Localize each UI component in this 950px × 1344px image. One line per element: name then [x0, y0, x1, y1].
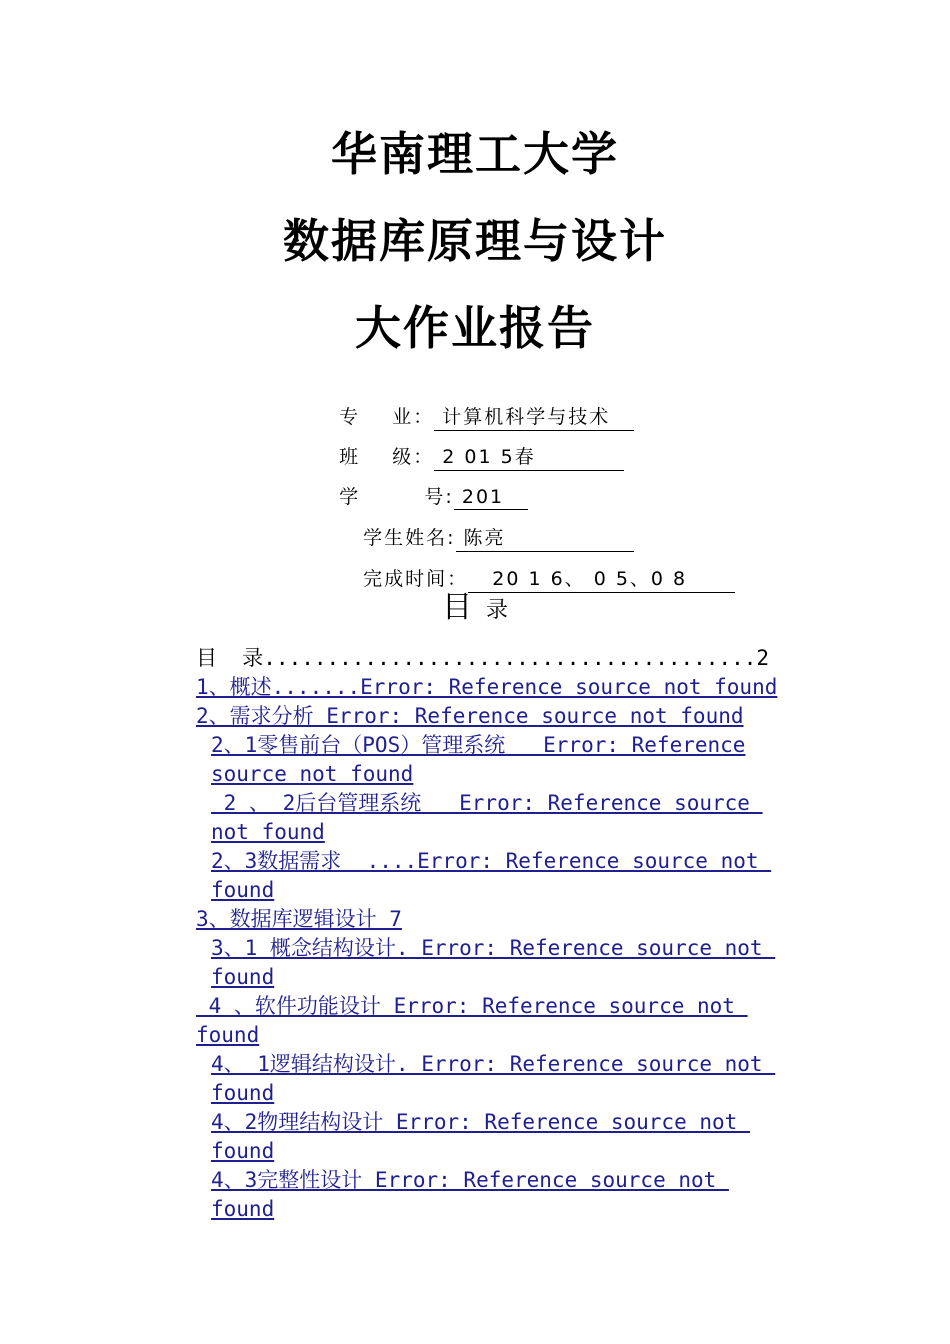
toc-entry-16[interactable]: 4、2物理结构设计 Error: Reference source not: [211, 1110, 750, 1134]
toc-heading: [0, 582, 950, 626]
toc-heading-small: 录: [485, 598, 508, 623]
date-value: 20 1 6、 0 5、0 8: [468, 564, 735, 593]
class-label: 班 级：: [339, 446, 435, 468]
toc-entry-12[interactable]: 4 、软件功能设计 Error: Reference source not: [196, 994, 748, 1018]
toc-entry-9[interactable]: 3、数据库逻辑设计 7: [196, 907, 402, 931]
name-value: 陈亮: [456, 523, 635, 552]
toc-entry-7[interactable]: 2、3数据需求 ....Error: Reference source not: [211, 849, 772, 873]
toc-entry-18[interactable]: 4、3完整性设计 Error: Reference source not: [211, 1168, 729, 1192]
id-label: 学 号:: [339, 486, 454, 508]
id-value: 201: [453, 486, 529, 508]
toc-entry-15[interactable]: found: [211, 1081, 275, 1105]
toc-entry-1[interactable]: 1、概述.......Error: Reference source not found: [196, 675, 778, 699]
toc-entry-5[interactable]: 2 、 2后台管理系统 Error: Reference source: [211, 791, 763, 815]
toc-entry-8[interactable]: found: [211, 878, 275, 902]
toc-entry-19[interactable]: found: [211, 1197, 275, 1221]
toc-entry-3[interactable]: 2、1零售前台（POS）管理系统 Error: Reference: [211, 733, 746, 757]
toc-entry-4[interactable]: source not found: [211, 762, 414, 786]
title-report: 大作业报告: [355, 301, 595, 355]
major-label: 专 业：: [339, 406, 435, 428]
title-course: 数据库原理与设计: [283, 214, 667, 268]
toc-heading-big: 目: [441, 590, 472, 625]
toc-entry-13[interactable]: found: [196, 1023, 260, 1047]
major-value: 计算机科学与技术: [434, 402, 634, 431]
class-value: 2 01 5春: [434, 442, 624, 471]
title-university: 华南理工大学: [331, 127, 619, 181]
toc-entry-6[interactable]: not found: [211, 820, 325, 844]
toc-entry-10[interactable]: 3、1 概念结构设计. Error: Reference source not: [211, 936, 776, 960]
toc-entry-17[interactable]: found: [211, 1139, 275, 1163]
toc-entry-2[interactable]: 2、需求分析 Error: Reference source not found: [196, 704, 744, 728]
name-label: 学生姓名:: [363, 527, 456, 549]
toc-entry-11[interactable]: found: [211, 965, 275, 989]
date-label: 完成时间：: [363, 568, 469, 590]
toc-entry-14[interactable]: 4、 1逻辑结构设计. Error: Reference source not: [211, 1052, 776, 1076]
toc-entry-0: 目 录.......................................2: [196, 646, 770, 670]
